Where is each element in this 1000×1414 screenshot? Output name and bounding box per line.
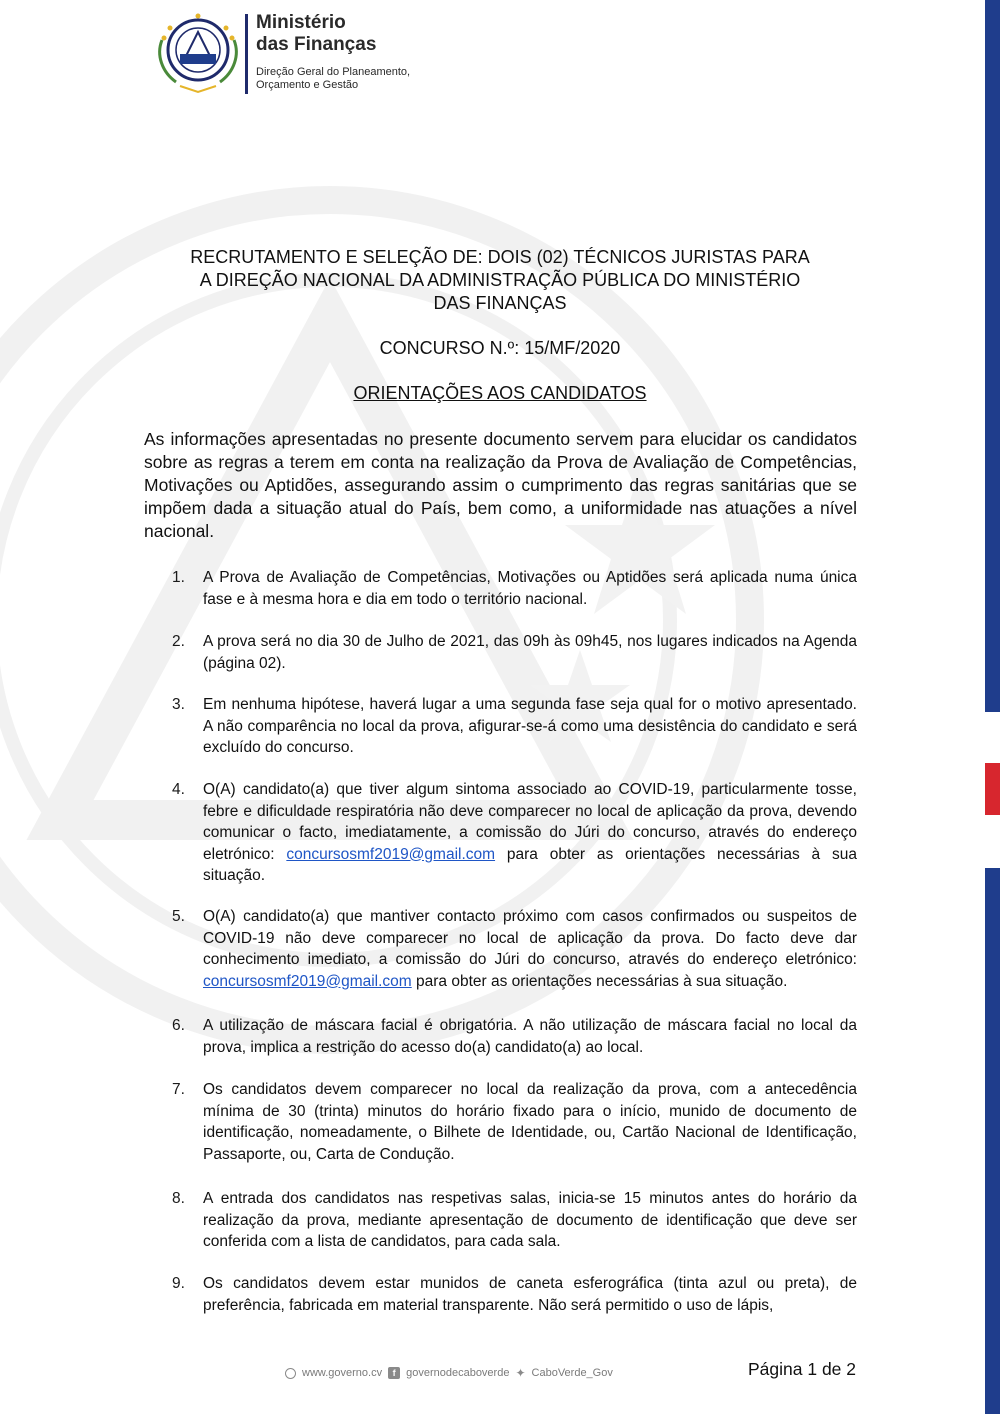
footer-social-links bbox=[285, 1366, 613, 1380]
list-item-text: A Prova de Avaliação de Competências, Motivações ou Aptidões será aplicada numa única fase e à mesma hora e dia em todo o território nacional. bbox=[203, 569, 857, 608]
list-item-text: A prova será no dia 30 de Julho de 2021, das 09h às 09h45, nos lugares indicados na Agenda (página 02). bbox=[203, 633, 857, 672]
coat-of-arms-icon bbox=[150, 10, 242, 95]
title-line3: DAS FINANÇAS bbox=[433, 293, 567, 313]
ministry-name bbox=[256, 12, 376, 56]
list-item-number: 2. bbox=[172, 633, 185, 650]
list-item-number: 3. bbox=[172, 696, 185, 713]
list-item-number: 6. bbox=[172, 1017, 185, 1034]
ministry-name-line1: Ministério bbox=[256, 12, 346, 33]
list-item-number: 1. bbox=[172, 569, 185, 586]
contest-number: CONCURSO N.º: 15/MF/2020 bbox=[379, 338, 621, 358]
intro-paragraph: As informações apresentadas no presente documento servem para elucidar os candidatos sobre as regras a terem em conta na realização da Prova de Avaliação de Competências, Motivações ou Aptidões, assegurando assim o cumprimento das regras sanitárias que se impõem dada a situação atual do País, bem como, a uniformidade nas atuações a nível nacional. bbox=[144, 429, 857, 541]
list-item-text-before: O(A) candidato(a) que tiver algum sintoma associado ao COVID-19, particularmente tosse, febre e dificuldade respiratória não deve comparecer no local de aplicação da prova, devendo comunicar o facto, imediatamente, a comissão do Júri do concurso, através do endereço eletrónico: bbox=[203, 781, 857, 863]
title-line2: A DIREÇÃO NACIONAL DA ADMINISTRAÇÃO PÚBLICA DO MINISTÉRIO bbox=[199, 270, 801, 290]
right-edge-bar-blue-top bbox=[985, 0, 1000, 712]
list-item-number: 9. bbox=[172, 1275, 185, 1292]
facebook-icon: f bbox=[388, 1367, 400, 1379]
list-item-number: 7. bbox=[172, 1081, 185, 1098]
list-item-text: Os candidatos devem comparecer no local da realização da prova, com a antecedência mínima de 30 (trinta) minutos do horário fixado para o início, munido de documento de identificação, nomeadamente, o Bilhete de Identidade, ou, Cartão Nacional de Identificação, Passaporte, ou, Carta de Condução. bbox=[203, 1081, 857, 1163]
globe-icon bbox=[285, 1368, 296, 1379]
document-title bbox=[140, 246, 860, 315]
list-item-text bbox=[203, 779, 857, 887]
list-item-text: A entrada dos candidatos nas respetivas salas, inicia-se 15 minutos antes do horário da realização da prova, mediante apresentação de documento de identificação que deve ser conferida com a lista de candidatos, para cada sala. bbox=[203, 1190, 857, 1250]
section-heading: ORIENTAÇÕES AOS CANDIDATOS bbox=[353, 383, 647, 403]
list-item-text-before: O(A) candidato(a) que mantiver contacto próximo com casos confirmados ou suspeitos de COVID-19 não deve comparecer no local de aplicação da prova. Do facto deve dar conhecimento imediato, a comissão do Júri do concurso, através do endereço eletrónico: bbox=[203, 908, 857, 968]
email-link[interactable]: concursosmf2019@gmail.com bbox=[203, 972, 412, 990]
ministry-name-line2: das Finanças bbox=[256, 34, 377, 55]
footer-facebook[interactable]: governodecaboverde bbox=[406, 1367, 510, 1379]
list-item-text: Os candidatos devem estar munidos de caneta esferográfica (tinta azul ou preta), de preferência, fabricada em material transparente. Não será permitido o uso de lápis, bbox=[203, 1275, 857, 1314]
right-edge-bar-red bbox=[985, 763, 1000, 815]
list-item-number: 4. bbox=[172, 781, 185, 798]
list-item-text: Em nenhuma hipótese, haverá lugar a uma segunda fase seja qual for o motivo apresentado. A não comparência no local da prova, afigurar-se-á como uma desistência do candidato e será excluído do concurso. bbox=[203, 696, 857, 756]
right-edge-bar-blue-bottom bbox=[985, 868, 1000, 1414]
footer-twitter[interactable]: CaboVerde_Gov bbox=[531, 1367, 613, 1379]
list-item-number: 8. bbox=[172, 1190, 185, 1207]
department-name bbox=[256, 66, 410, 92]
list-item-text: A utilização de máscara facial é obrigatória. A não utilização de máscara facial no local da prova, implica a restrição do acesso do(a) candidato(a) ao local. bbox=[203, 1017, 857, 1056]
list-item-text bbox=[203, 906, 857, 992]
email-link[interactable]: concursosmf2019@gmail.com bbox=[286, 845, 496, 863]
twitter-icon: ✦ bbox=[515, 1366, 526, 1380]
header-logo bbox=[150, 10, 450, 95]
footer-website[interactable]: www.governo.cv bbox=[302, 1367, 383, 1379]
list-item-text-after: para obter as orientações necessárias à sua situação. bbox=[203, 845, 857, 884]
title-line1: RECRUTAMENTO E SELEÇÃO DE: DOIS (02) TÉCNICOS JURISTAS PARA bbox=[190, 247, 810, 267]
department-line1: Direção Geral do Planeamento, bbox=[256, 66, 411, 78]
list-item-text-after: para obter as orientações necessárias à sua situação. bbox=[411, 972, 788, 990]
department-line2: Orçamento e Gestão bbox=[256, 79, 359, 91]
header-divider bbox=[245, 14, 248, 94]
page-number: Página 1 de 2 bbox=[748, 1359, 857, 1379]
list-item-number: 5. bbox=[172, 908, 185, 925]
